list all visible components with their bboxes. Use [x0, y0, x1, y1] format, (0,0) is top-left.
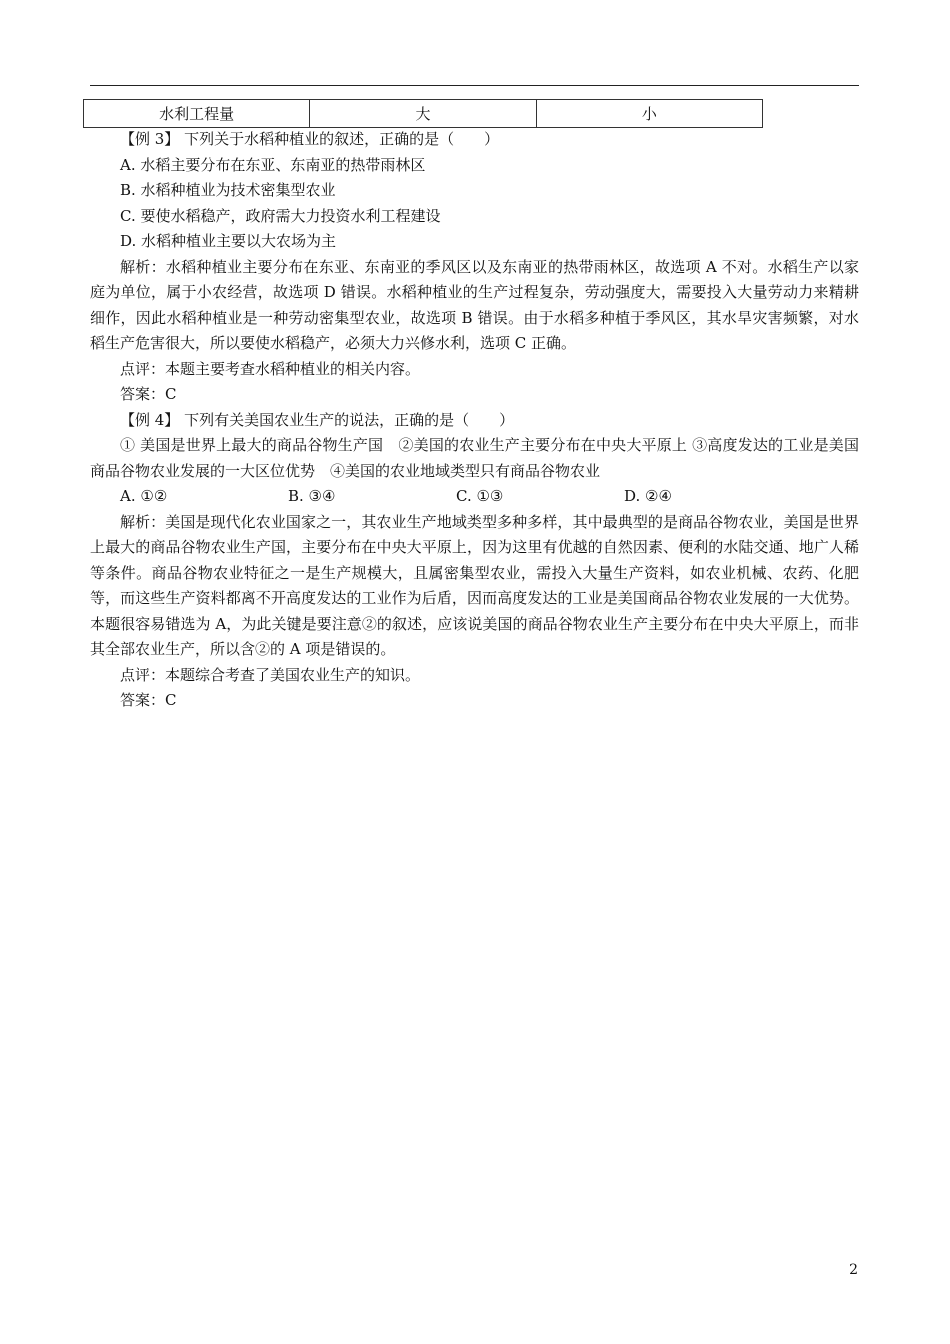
example3-option-d: D. 水稻种植业主要以大农场为主 — [120, 232, 337, 250]
page-number: 2 — [849, 1262, 858, 1278]
example4-comment: 点评：本题综合考查了美国农业生产的知识。 — [120, 665, 421, 684]
example4-options — [90, 484, 859, 510]
comparison-table — [83, 99, 763, 128]
example4-option-c: C. ①③ — [456, 487, 504, 505]
table-row — [84, 100, 763, 128]
example3-answer: 答案：C — [120, 385, 177, 403]
example3-analysis: 解析：水稻种植业主要分布在东亚、东南亚的季风区以及东南亚的热带雨林区，故选项 A 不对。水稻生产以家庭为单位，属于小农经营，故选项 D 错误。水稻种植业的生产过程复杂，劳动强度大，需要投入大量劳动力来精耕细作，因此水稻种植业是一种劳动密集型农业，故选项 B 错误。由于水稻多种植于季风区，其水旱灾害频繁，对水稻生产危害很大，所以要使水稻稳产，必须大力兴修水利，选项 C 正确。 — [90, 257, 859, 352]
table-cell: 大 — [310, 100, 536, 128]
example4-option-d: D. ②④ — [624, 487, 672, 505]
example3-option-a: A. 水稻主要分布在东亚、东南亚的热带雨林区 — [120, 155, 426, 174]
table-cell: 水利工程量 — [84, 100, 310, 128]
example4-question: 【例 4】 下列有关美国农业生产的说法，正确的是（ ） — [120, 410, 515, 429]
example4-option-b: B. ③④ — [288, 487, 336, 505]
example3-option-b: B. 水稻种植业为技术密集型农业 — [120, 181, 336, 199]
example3-question: 【例 3】 下列关于水稻种植业的叙述，正确的是（ ） — [120, 130, 500, 148]
header-rule — [90, 85, 859, 86]
example4-statements: ① 美国是世界上最大的商品谷物生产国 ②美国的农业生产主要分布在中央大平原上 ③高度发达的工业是美国商品谷物农业发展的一大区位优势 ④美国的农业地域类型只有商品谷物农业 — [90, 436, 859, 480]
table-cell: 小 — [536, 100, 762, 128]
example3-option-c: C. 要使水稻稳产，政府需大力投资水利工程建设 — [120, 206, 441, 225]
example4-analysis: 解析：美国是现代化农业国家之一，其农业生产地域类型多种多样，其中最典型的是商品谷物农业，美国是世界上最大的商品谷物农业生产国，主要分布在中央大平原上，因为这里有优越的自然因素、便利的水陆交通、地广人稀等条件。商品谷物农业特征之一是生产规模大，且属密集型农业，需投入大量生产资料，如农业机械、农药、化肥等，而这些生产资料都离不开高度发达的工业作为后盾，因而高度发达的工业是美国商品谷物农业发展的一大优势。本题很容易错选为 A，为此关键是要注意②的叙述，应该说美国的商品谷物农业生产主要分布在中央大平原上，而非其全部农业生产，所以含②的 A 项是错误的。 — [90, 512, 859, 658]
example4-option-a: A. ①② — [120, 487, 168, 505]
example3-comment: 点评：本题主要考查水稻种植业的相关内容。 — [120, 359, 421, 378]
document-body — [90, 127, 859, 714]
example4-answer: 答案：C — [120, 691, 177, 709]
